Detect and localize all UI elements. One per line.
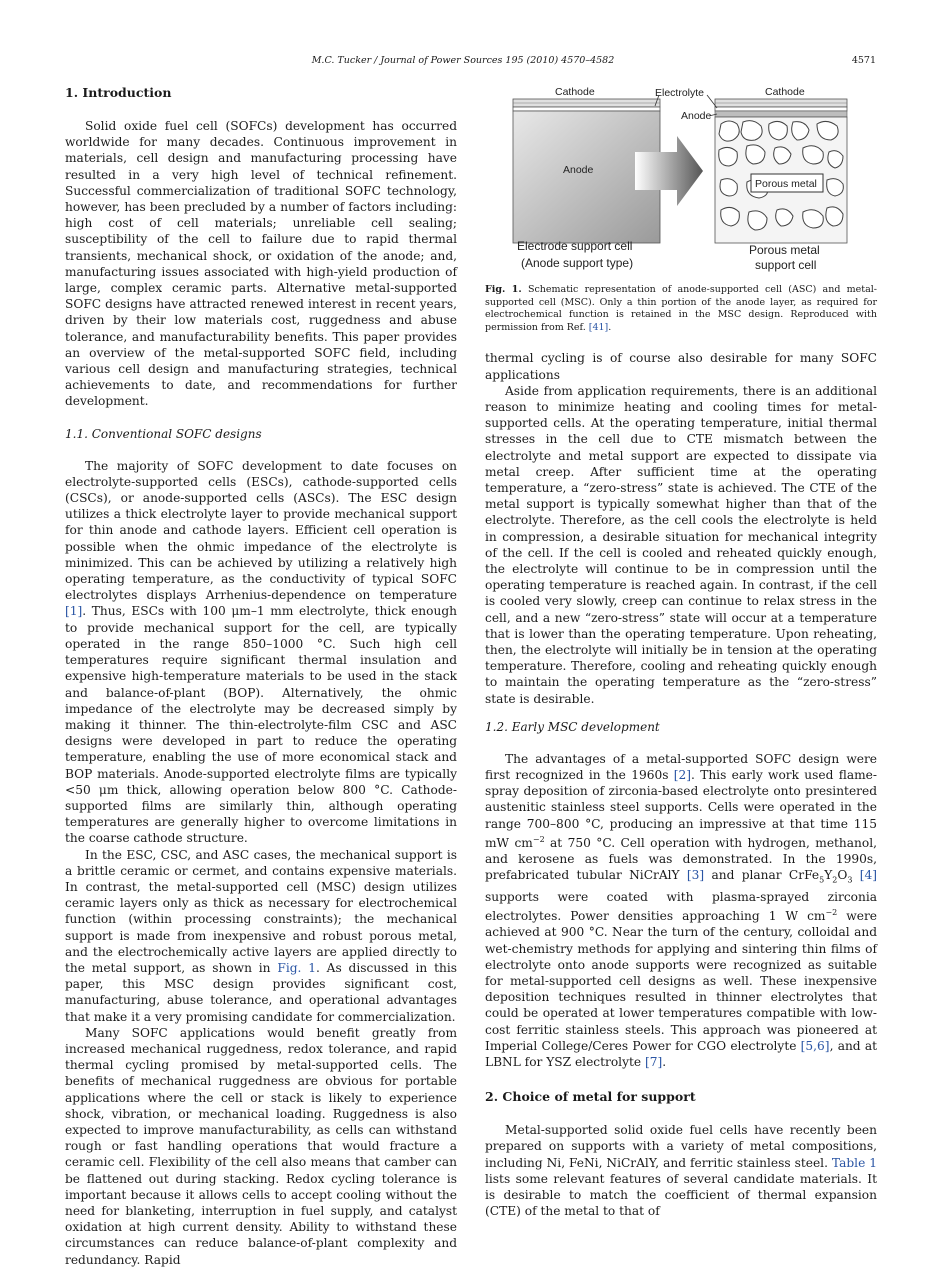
intro-paragraph: Solid oxide fuel cell (SOFCs) development has occurred worldwide for many decades. Continuous improvement in materials, cell design and manufacturing processing have resulted in a very high level of technical refinement. Successful commercialization of traditional SOFC technology, however, has been precluded by a number of factors including: high cost of cell materials; unreliable cell sealing; susceptibility of the cell to failure due to rapid thermal transients, mechanical shock, or oxidation of the anode; and, manufacturing issues associated with high-yield production of large, complex ceramic parts. Alternative metal-supported SOFC designs have attracted renewed interest in recent years, driven by their low materials cost, ruggedness and abuse tolerance, and manufacturability benefits. This paper provides an overview of the metal-supported SOFC field, including various cell design and manufacturing strategies, technical achievements to date, and recommendations for further development.	[65, 119, 457, 409]
caption-right-line1: Porous metal	[749, 243, 820, 257]
section-2-heading: 2. Choice of metal for support	[485, 1089, 696, 1105]
running-header	[0, 55, 926, 71]
citation-link[interactable]: [2]	[673, 768, 692, 783]
caption-left-line2: (Anode support type)	[521, 256, 634, 270]
citation-link[interactable]: [5,6]	[800, 1038, 830, 1053]
label-anode-left: Anode	[563, 164, 594, 176]
page-number: 4571	[851, 55, 876, 66]
section-1-heading: 1. Introduction	[65, 85, 172, 100]
label-electrolyte: Electrolyte	[655, 87, 705, 99]
citation-link[interactable]: [3]	[686, 868, 705, 883]
citation-link[interactable]: [41]	[588, 321, 609, 333]
anode-layer-right	[715, 111, 847, 117]
label-cathode-right: Cathode	[765, 86, 805, 98]
citation-link[interactable]: [4]	[859, 868, 877, 883]
journal-citation: M.C. Tucker / Journal of Power Sources 195 (2010) 4570–4582	[311, 55, 615, 66]
figure-link[interactable]: Fig. 1	[277, 960, 316, 975]
zero-stress-paragraph: Aside from application requirements, there is an additional reason to minimize heating and cooling times for metal-supported cells. At the operating temperature, initial thermal stresses in the cell due to CTE mismatch between the electrolyte and metal support are expected to dissipate via metal creep. After sufficient time at the operating temperature, a “zero-stress” state is achieved. The CTE of the metal support is typically somewhat higher than that of the electrolyte. Therefore, as the cell cools the electrolyte is held in compression, a desirable situation for mechanical integrity of the cell. If the cell is cooled and reheated quickly enough, the electrolyte will continue to be in compression until the operating temperature is reached again. In contrast, if the cell is cooled very slowly, creep can continue to relax stress in the cell, and a new “zero-stress” state will occur at a temperature that is lower than the operating temperature. Upon reheating, then, the electrolyte will initially be in tension at the operating temperature. Therefore, cooling and reheating quickly enough to maintain the operating temperature as the “zero-stress” state is desirable.	[485, 383, 877, 706]
metal-choice-paragraph: Metal-supported solid oxide fuel cells have recently been prepared on supports with a variety of metal compositions, including Ni, FeNi, NiCrAlY, and ferritic stainless steel. Table 1 lists some relevant features of several candidate materials. It is desirable to match the coefficient of thermal expansion (CTE) of the metal to that of	[485, 1123, 877, 1219]
subsection-1-1-heading: 1.1. Conventional SOFC designs	[65, 426, 262, 441]
applications-paragraph: Many SOFC applications would benefit greatly from increased mechanical ruggedness, redox tolerance, and rapid thermal cycling promised by metal-supported cells. The benefits of mechanical ruggedness are obvious for portable applications where the cell or stack is likely to experience shock, vibration, or mechanical loading. Ruggedness is also expected to improve manufacturability, as cells can withstand rough or fast handling operations that would fracture a ceramic cell. Flexibility of the cell also means that camber can be flattened out during stacking. Redox cycling tolerance is important because it allows cells to accept cooling without the need for blanketing, interruption in fuel supply, and catalyst oxidation at high current density. Ability to withstand these circumstances can reduce balance-of-plant complexity and redundancy. Rapid	[65, 1025, 457, 1267]
right-column	[485, 84, 877, 1219]
label-cathode-left: Cathode	[555, 86, 595, 98]
citation-link[interactable]: [1]	[65, 604, 83, 619]
msc-paragraph: In the ESC, CSC, and ASC cases, the mechanical support is a brittle ceramic or cermet, and contains expensive materials. In contrast, the metal-supported cell (MSC) design utilizes ceramic layers only as thick as necessary for electrochemical function (within processing constraints); the mechanical support is made from inexpensive and robust porous metal, and the electrochemically active layers are applied directly to the metal support, as shown in Fig. 1. As discussed in this paper, this MSC design provides significant cost, manufacturing, abuse tolerance, and operational advantages that make it a very promising candidate for commercialization.	[65, 847, 457, 1024]
caption-right-line2: support cell	[755, 258, 817, 272]
subsection-1-2-heading: 1.2. Early MSC development	[485, 719, 660, 734]
electrolyte-layer-right	[715, 107, 847, 111]
figure-1-caption: Fig. 1. Schematic representation of anode-supported cell (ASC) and metal-supported cell (MSC). Only a thin portion of the anode layer, as required for electrochemical function is retained in the MSC design. Reproduced with permission from Ref. [41].	[485, 284, 877, 333]
table-link[interactable]: Table 1	[831, 1155, 877, 1170]
citation-link[interactable]: [7]	[644, 1055, 663, 1070]
left-column	[65, 84, 457, 1268]
figure-1	[485, 84, 877, 284]
figure-1-diagram	[485, 84, 877, 280]
caption-left-line1: Electrode support cell	[517, 239, 633, 253]
early-msc-paragraph: The advantages of a metal-supported SOFC design were first recognized in the 1960s [2]. This early work used flame-spray deposition of zirconia-based electrolyte onto presintered austenitic stainless steel supports. Cells were operated in the range 700–800 °C, producing an impressive at that time 115 mW $cm^{-2}$ at 750 °C. Cell operation with hydrogen, methanol, and kerosene as fuels was demonstrated. In the 1990s, prefabricated tubular NiCrAlY [3] and planar $CrFe_5Y_2O_3$ [4] supports were coated with plasma-sprayed zirconia electrolytes. Power densities approaching 1 W $cm^{-2}$ were achieved at 900 °C. Near the turn of the century, colloidal and wet-chemistry methods for applying and sintering thin films of electrolyte onto anode supports were recognized as suitable for metal-supported cell designs as well. These inexpensive deposition techniques resulted in thinner electrolytes that could be operated at lower temperatures compatible with low-cost ferritic stainless steels. This approach was pioneered at Imperial College/Ceres Power for CGO electrolyte [5,6], and at LBNL for YSZ electrolyte [7].	[485, 751, 878, 1070]
conventional-designs-paragraph: The majority of SOFC development to date focuses on electrolyte-supported cells (ESCs), cathode-supported cells (CSCs), or anode-supported cells (ASCs). The ESC design utilizes a thick electrolyte layer to provide mechanical support for thin anode and cathode layers. Efficient cell operation is possible when the ohmic impedance of the electrolyte is minimized. This can be achieved by utilizing a relatively high operating temperature, as the conductivity of typical SOFC electrolytes displays Arrhenius-dependence on temperature [1]. Thus, ESCs with 100 μm–1 mm electrolyte, thick enough to provide mechanical support for the cell, are typically operated in the range 850–1000 °C. Such high cell temperatures require significant thermal insulation and expensive high-temperature materials to be used in the stack and balance-of-plant (BOP). Alternatively, the ohmic impedance of the electrolyte may be decreased simply by making it thinner. The thin-electrolyte-film CSC and ASC designs were developed in part to reduce the operating temperature, enabling the use of more economical stack and BOP materials. Anode-supported electrolyte films are typically <50 μm thick, allowing operation below 800 °C. Cathode-supported films are similarly thin, although operating temperatures are generally higher to overcome limitations in the coarse cathode structure.	[65, 458, 457, 846]
continued-paragraph: thermal cycling is of course also desirable for many SOFC applications	[485, 351, 877, 382]
label-porous-metal: Porous metal	[755, 178, 817, 190]
label-anode-right: Anode	[681, 110, 712, 122]
electrolyte-layer-left	[513, 107, 660, 111]
